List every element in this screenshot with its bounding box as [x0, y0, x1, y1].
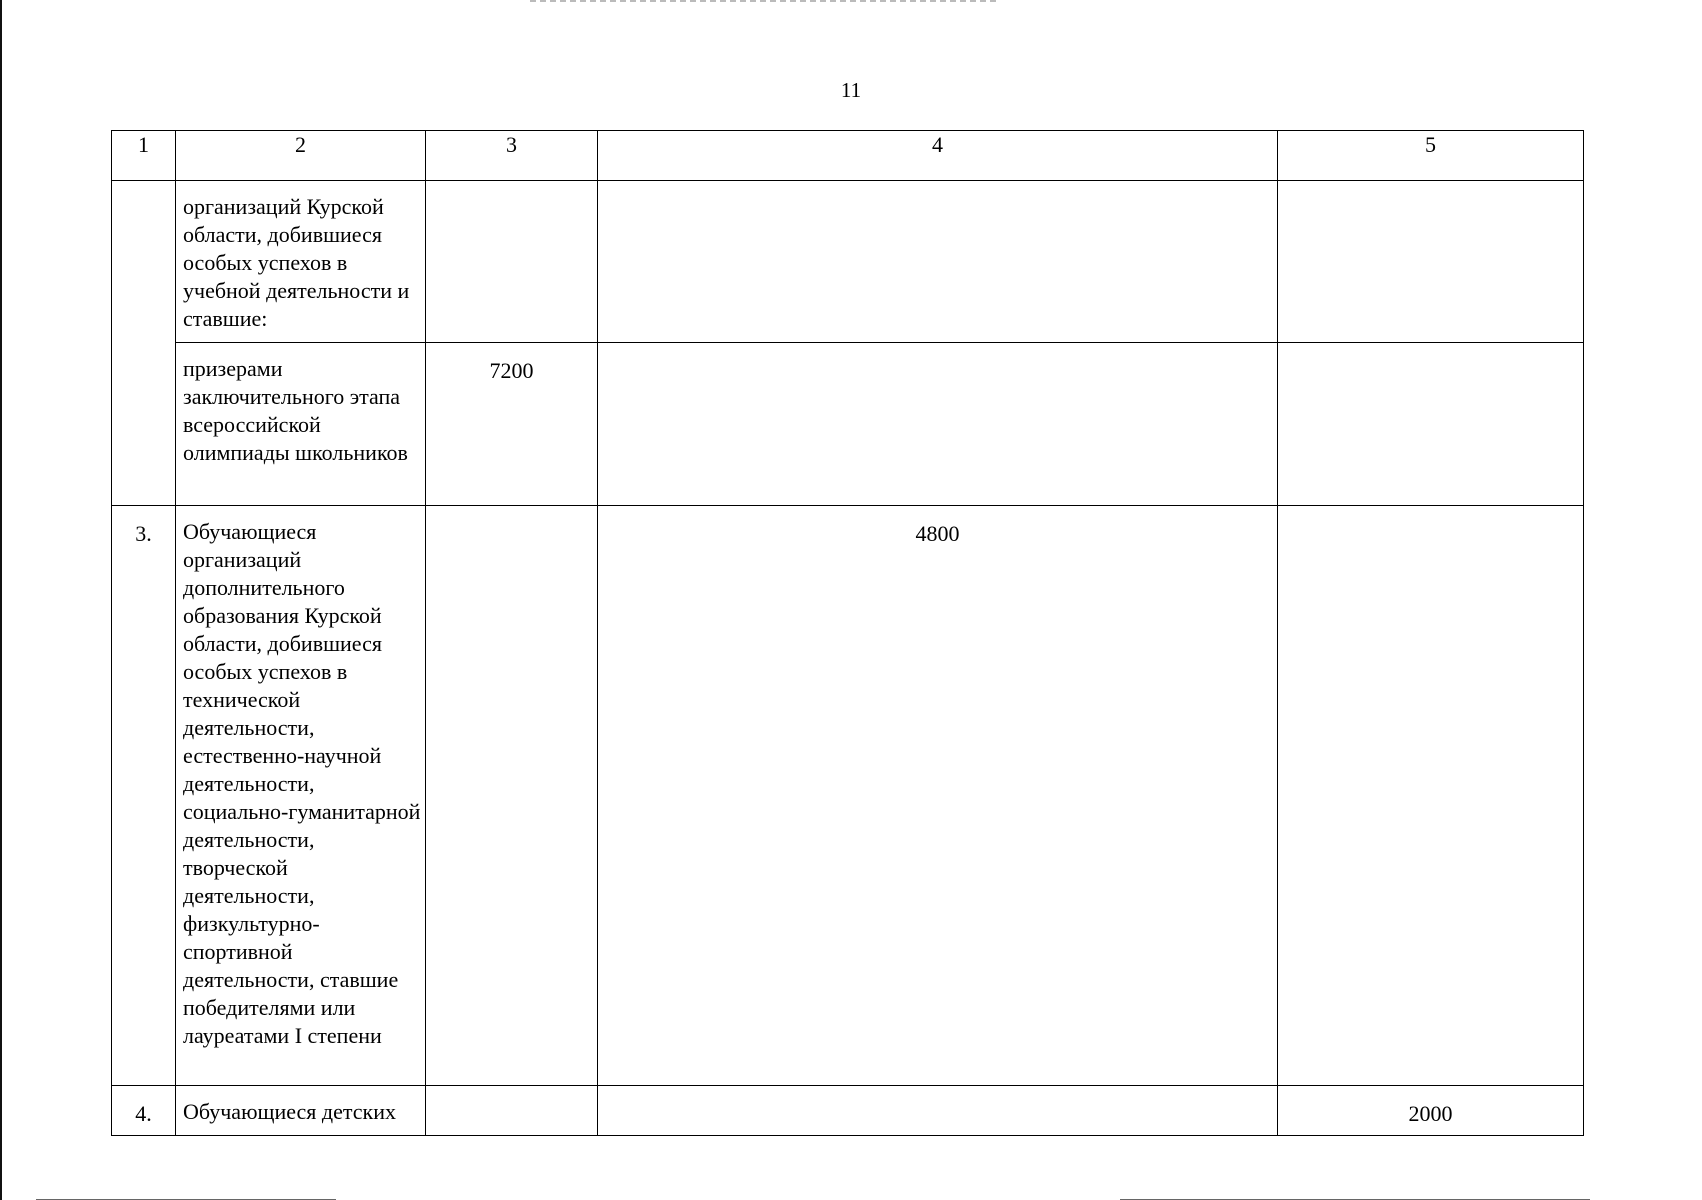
row-col4-value: 4800	[598, 506, 1278, 1086]
table-row	[112, 506, 1584, 1086]
row-col5-value: 2000	[1278, 1086, 1584, 1136]
row-col4-value	[598, 181, 1278, 343]
row-col5-value	[1278, 181, 1584, 343]
page-number: 11	[840, 78, 862, 102]
row-col4-value	[598, 343, 1278, 506]
row-col3-value	[426, 1086, 598, 1136]
scan-left-edge	[0, 0, 2, 1200]
header-col-2: 2	[176, 131, 426, 181]
row-number: 3.	[112, 506, 176, 1086]
row-col5-value	[1278, 343, 1584, 506]
header-col-4: 4	[598, 131, 1278, 181]
header-col-3: 3	[426, 131, 598, 181]
row-description: призерами заключительного этапа всероссийской олимпиады школьников	[176, 343, 426, 506]
row-number	[112, 181, 176, 506]
row-col3-value: 7200	[426, 343, 598, 506]
table-row	[112, 343, 1584, 506]
header-col-5: 5	[1278, 131, 1584, 181]
row-description: Обучающиеся детских	[176, 1086, 426, 1136]
header-col-1: 1	[112, 131, 176, 181]
row-description: Обучающиеся организаций дополнительного образования Курской области, добившиеся особых успехов в технической деятельности, естественно-научной деятельности, социально-гуманитарной деятельности, творческой деятельности, физкультурно-спортивной деятельности, ставшие победителями или лауреатами I степени	[176, 506, 426, 1086]
table-header-row	[112, 131, 1584, 181]
table-row	[112, 181, 1584, 343]
row-col3-value	[426, 506, 598, 1086]
scan-top-artifact	[530, 0, 1000, 2]
data-table	[111, 130, 1584, 1136]
row-col5-value	[1278, 506, 1584, 1086]
row-col4-value	[598, 1086, 1278, 1136]
row-description: организаций Курской области, добившиеся особых успехов в учебной деятельности и ставшие:	[176, 181, 426, 343]
row-col3-value	[426, 181, 598, 343]
table-row	[112, 1086, 1584, 1136]
row-number: 4.	[112, 1086, 176, 1136]
